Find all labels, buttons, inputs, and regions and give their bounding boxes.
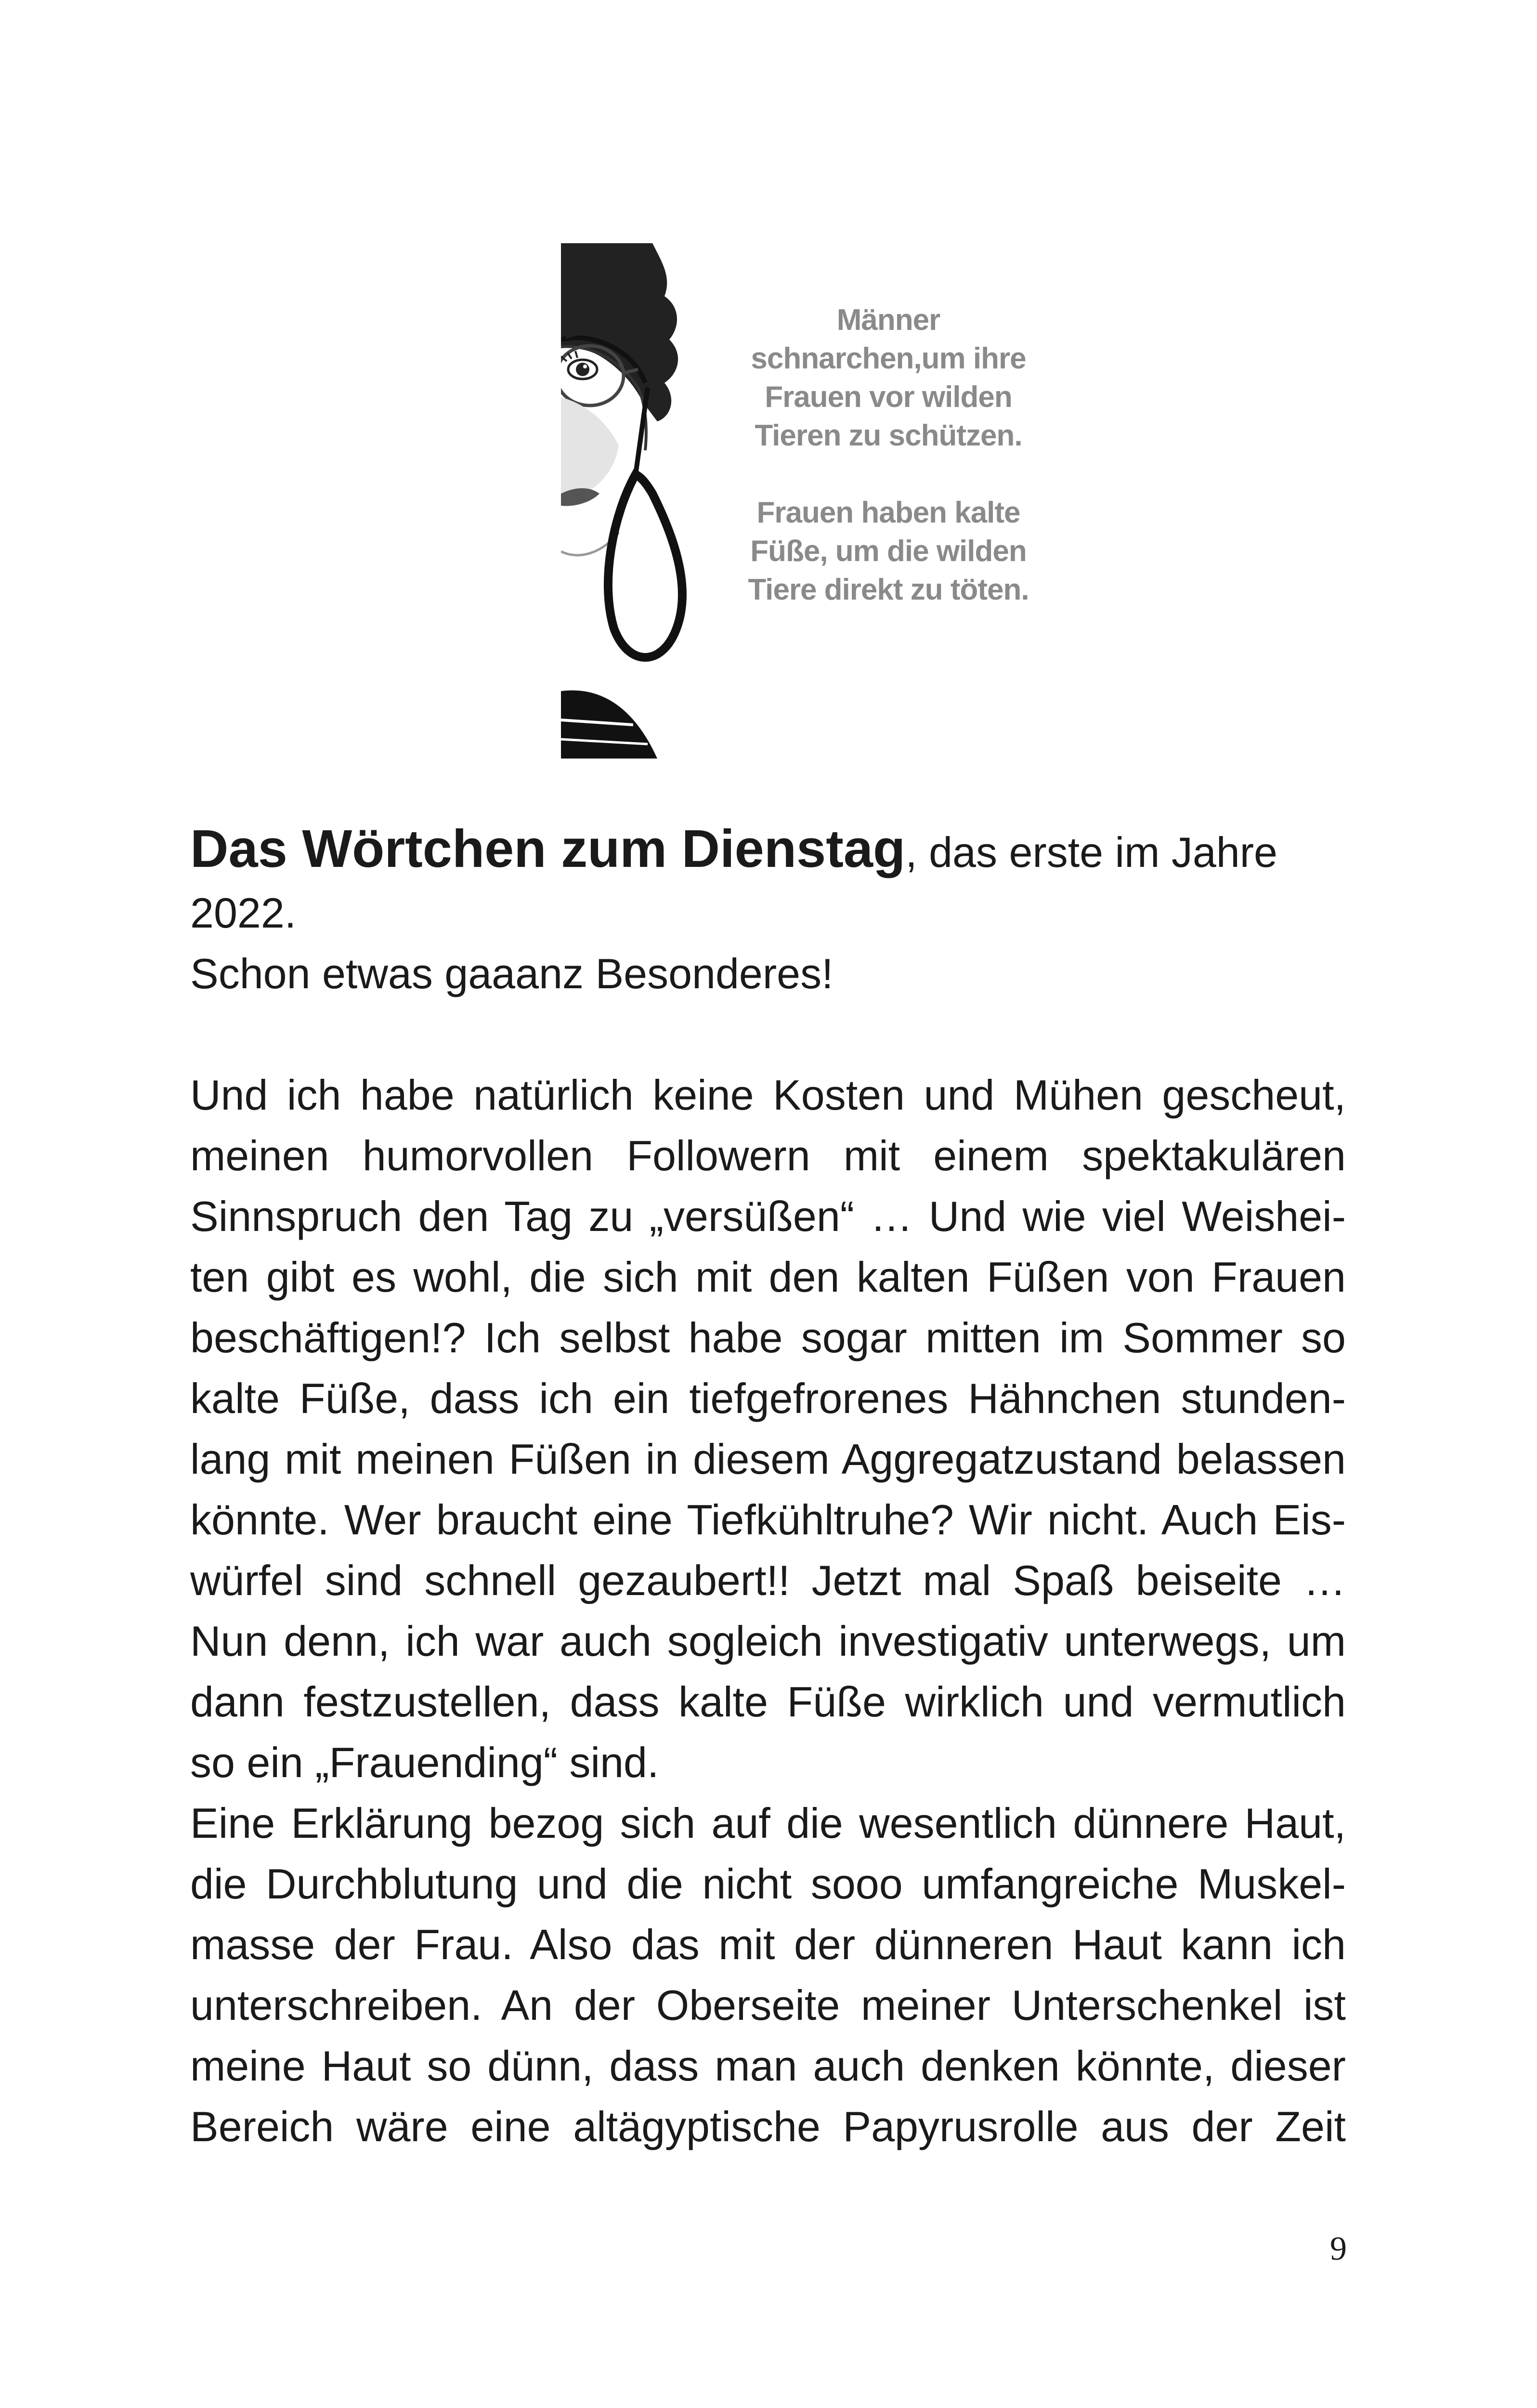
body-line: ten gibt es wohl, die sich mit den kalten Füßen von Frauen <box>190 1253 1346 1301</box>
article-body <box>190 819 1346 2157</box>
body-line: Sinnspruch den Tag zu „versüßen“ … Und wie viel Weishei- <box>190 1192 1346 1240</box>
body-line: unterschreiben. An der Oberseite meiner Unterschenkel ist <box>190 1981 1346 2029</box>
body-line: Eine Erklärung bezog sich auf die wesentlich dünnere Haut, <box>190 1799 1346 1847</box>
quote-line: Frauen haben kalte <box>756 496 1020 529</box>
quote-line: Männer <box>836 303 940 337</box>
body-line: Und ich habe natürlich keine Kosten und Mühen gescheut, <box>190 1071 1346 1119</box>
body-line: masse der Frau. Also das mit der dünneren Haut kann ich <box>190 1921 1346 1968</box>
body-line: meine Haut so dünn, dass man auch denken könnte, dieser <box>190 2042 1346 2090</box>
quote-line: Frauen vor wilden <box>765 380 1012 414</box>
heading-title: Das Wörtchen zum Dienstag <box>190 819 906 878</box>
body-line: meinen humorvollen Followern mit einem spektakulären <box>190 1132 1346 1179</box>
quote-line: Tiere direkt zu töten. <box>748 573 1029 606</box>
body-line: lang mit meinen Füßen in diesem Aggregatzustand belassen <box>190 1435 1346 1483</box>
intro-line: 2022. <box>190 889 297 937</box>
quote-line: Füße, um die wilden <box>750 535 1027 568</box>
quote-text <box>725 301 1052 609</box>
body-line: die Durchblutung und die nicht sooo umfangreiche Muskel- <box>190 1860 1346 1908</box>
body-line: beschäftigen!? Ich selbst habe sogar mitten im Sommer so <box>190 1314 1346 1361</box>
cartoon-illustration <box>561 243 1047 759</box>
quote-line: Tieren zu schützen. <box>755 419 1022 452</box>
quote-line: schnarchen,um ihre <box>751 342 1026 375</box>
body-line: kalte Füße, dass ich ein tiefgefrorenes Hähnchen stunden- <box>190 1374 1346 1422</box>
body-line: dann festzustellen, dass kalte Füße wirklich und vermutlich <box>190 1678 1346 1726</box>
woman-face-drawing <box>561 243 720 759</box>
body-line: würfel sind schnell gezaubert!! Jetzt mal Spaß beiseite … <box>190 1557 1346 1604</box>
body-line: so ein „Frauending“ sind. <box>190 1739 659 1786</box>
body-line: Nun denn, ich war auch sogleich investigativ unterwegs, um <box>190 1617 1346 1665</box>
page-number: 9 <box>1330 2230 1347 2267</box>
heading-rest: , das erste im Jahre <box>905 828 1277 876</box>
heading-line <box>190 819 1346 883</box>
intro-line: Schon etwas gaaanz Besonderes! <box>190 950 834 997</box>
body-line: Bereich wäre eine altägyptische Papyrusrolle aus der Zeit <box>190 2103 1346 2150</box>
body-paragraphs <box>190 1065 1346 2157</box>
body-line: könnte. Wer braucht eine Tiefkühltruhe? Wir nicht. Auch Eis- <box>190 1496 1346 1544</box>
